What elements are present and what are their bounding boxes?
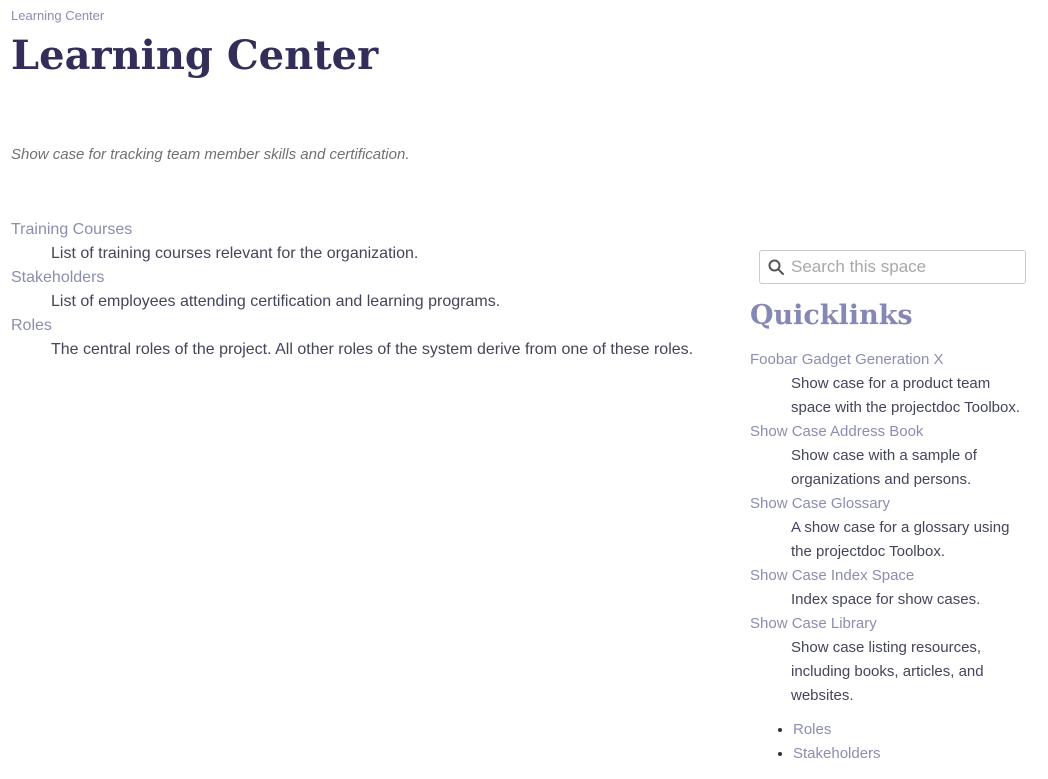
main-link-training-courses[interactable]: Training Courses	[11, 221, 133, 238]
link-description: The central roles of the project. All other roles of the system derive from one of these roles.	[51, 341, 694, 358]
main-link-stakeholders[interactable]: Stakeholders	[11, 269, 105, 286]
content-columns	[11, 218, 1028, 766]
main-link-list	[11, 218, 720, 362]
sidebar-bullet-list	[750, 718, 1028, 766]
quicklink-description: Index space for show cases.	[791, 591, 981, 608]
quicklink-show-case-index-space[interactable]: Show Case Index Space	[750, 567, 915, 584]
quicklink-foobar-gadget-generation-x[interactable]: Foobar Gadget Generation X	[750, 351, 944, 368]
main-link-roles[interactable]: Roles	[11, 317, 52, 334]
quicklink-description: Show case for a product team space with the projectdoc Toolbox.	[791, 375, 1021, 416]
quicklinks-list	[750, 348, 1028, 708]
sidebar	[750, 218, 1028, 766]
bullet-link-roles[interactable]: Roles	[793, 721, 832, 738]
bullet-link-stakeholders[interactable]: Stakeholders	[793, 745, 881, 762]
quicklink-description: Show case with a sample of organizations and persons.	[791, 447, 977, 488]
page-title: Learning Center	[11, 32, 379, 79]
search-input[interactable]	[759, 250, 1026, 284]
page-subtitle: Show case for tracking team member skills and certification.	[11, 146, 410, 163]
quicklink-description: A show case for a glossary using the projectdoc Toolbox.	[791, 519, 1010, 560]
quicklink-show-case-library[interactable]: Show Case Library	[750, 615, 877, 632]
list-item	[793, 718, 1028, 742]
quicklink-description: Show case listing resources, including books, articles, and websites.	[791, 639, 984, 704]
main-content	[11, 218, 750, 362]
breadcrumb	[11, 8, 1028, 24]
quicklink-show-case-glossary[interactable]: Show Case Glossary	[750, 495, 891, 512]
quicklinks-heading: Quicklinks	[750, 300, 913, 331]
search-box	[759, 250, 1028, 284]
quicklink-show-case-address-book[interactable]: Show Case Address Book	[750, 423, 924, 440]
link-description: List of training courses relevant for the organization.	[51, 245, 419, 262]
link-description: List of employees attending certification and learning programs.	[51, 293, 501, 310]
list-item	[793, 742, 1028, 766]
breadcrumb-link-learning-center[interactable]: Learning Center	[11, 8, 105, 23]
